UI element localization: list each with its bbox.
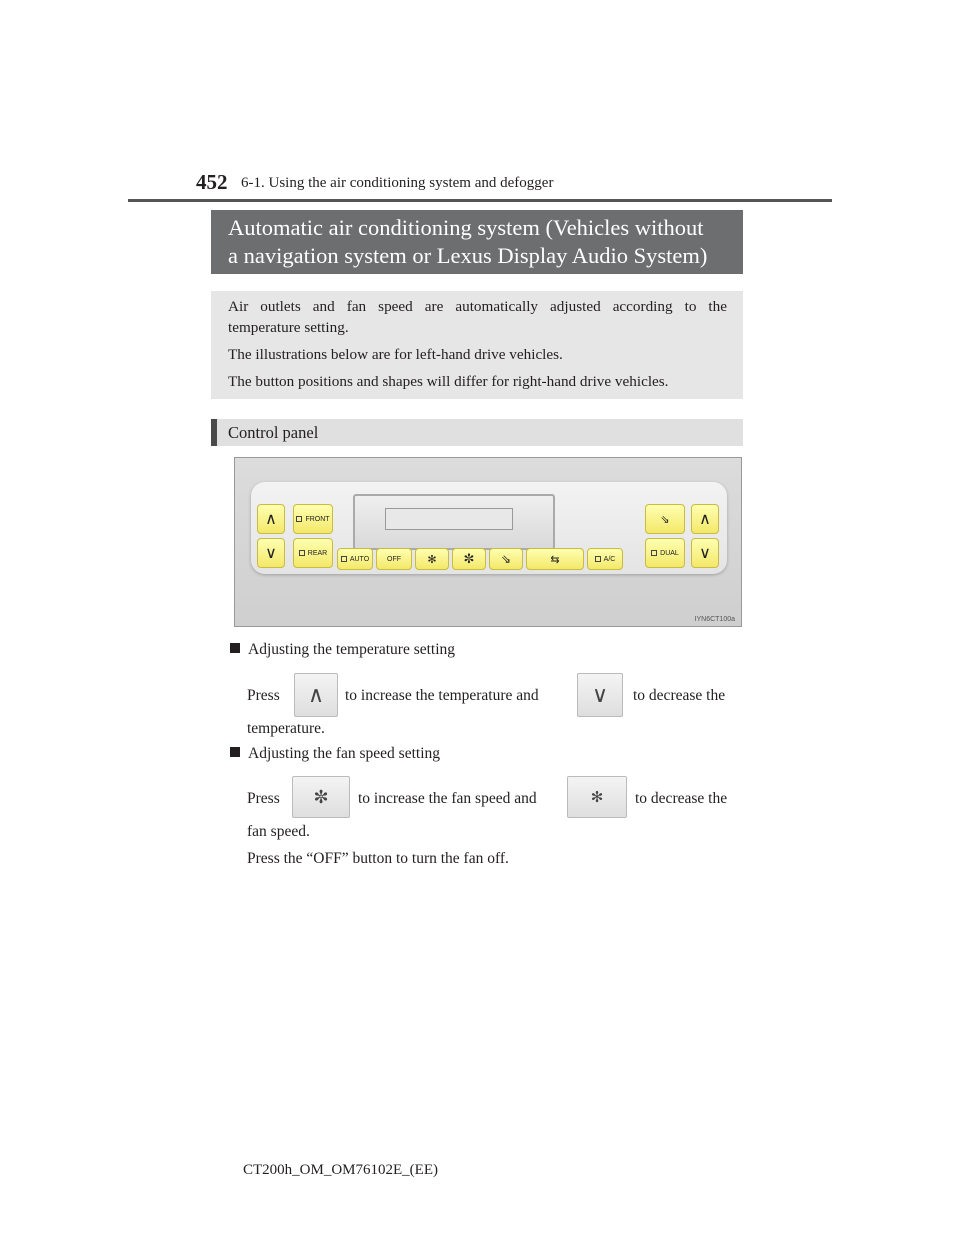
- fan-heading: Adjusting the fan speed setting: [230, 745, 440, 763]
- display-window: [385, 508, 513, 530]
- temp-down-icon: ∨: [577, 673, 623, 717]
- left-temp-down-button: ∨: [257, 538, 285, 568]
- left-temp-up-button: ∧: [257, 504, 285, 534]
- chapter-heading: 6-1. Using the air conditioning system and defogger: [241, 175, 554, 191]
- intro-line-2: temperature setting.: [228, 319, 349, 336]
- control-panel-illustration: [234, 457, 742, 627]
- subsection-title: Control panel: [228, 423, 319, 442]
- panel-face: [251, 482, 727, 574]
- temp-end-text: to decrease the: [633, 687, 726, 704]
- fan-press-label: Press: [247, 790, 280, 807]
- intro-line-3: The illustrations below are for left-hand drive vehicles.: [228, 346, 563, 363]
- rear-defogger-button: REAR: [293, 538, 333, 568]
- right-temp-up-button: ∧: [691, 504, 719, 534]
- temperature-heading: Adjusting the temperature setting: [230, 641, 455, 659]
- section-title-box: [211, 210, 743, 274]
- fan-off-note: Press the “OFF” button to turn the fan off.: [247, 850, 509, 867]
- front-defogger-button: FRONT: [293, 504, 333, 534]
- fan-cont-text: fan speed.: [247, 823, 310, 840]
- fan-end-text: to decrease the: [635, 790, 728, 807]
- airflow-mode-button: ⇘: [489, 548, 523, 570]
- intro-line-4: The button positions and shapes will differ for right-hand drive vehicles.: [228, 373, 669, 390]
- temp-mid-text: to increase the temperature and: [345, 687, 539, 704]
- title-line-1: Automatic air conditioning system (Vehicles without: [228, 215, 704, 240]
- air-intake-button: ⇆: [526, 548, 584, 570]
- temp-cont-text: temperature.: [247, 720, 325, 737]
- fan-mid-text: to increase the fan speed and: [358, 790, 537, 807]
- intro-line-1: Air outlets and fan speed are automatically adjusted according to the: [228, 298, 727, 315]
- fan-decrease-icon: ✻: [567, 776, 627, 818]
- temp-up-icon: ∧: [294, 673, 338, 717]
- intro-box: [211, 291, 743, 399]
- fan-decrease-button: ✻: [415, 548, 449, 570]
- right-temp-down-button: ∨: [691, 538, 719, 568]
- fan-increase-button: ✼: [452, 548, 486, 570]
- ac-button: A/C: [587, 548, 623, 570]
- header-rule: [128, 199, 832, 202]
- airflow-right-button: ⇘: [645, 504, 685, 534]
- off-button: OFF: [376, 548, 412, 570]
- figure-code: IYN6CT100a: [694, 616, 735, 623]
- page-number: 452: [196, 170, 228, 194]
- footer-code: CT200h_OM_OM76102E_(EE): [243, 1162, 438, 1178]
- dual-button: DUAL: [645, 538, 685, 568]
- temp-press-label: Press: [247, 687, 280, 704]
- auto-button: AUTO: [337, 548, 373, 570]
- panel-display: [353, 494, 555, 550]
- subsection-marker: [211, 419, 217, 446]
- fan-increase-icon: ✼: [292, 776, 350, 818]
- subsection-bar: [211, 419, 743, 446]
- bullet-square-icon: [230, 747, 240, 757]
- bullet-square-icon: [230, 643, 240, 653]
- title-line-2: a navigation system or Lexus Display Audio System): [228, 243, 708, 268]
